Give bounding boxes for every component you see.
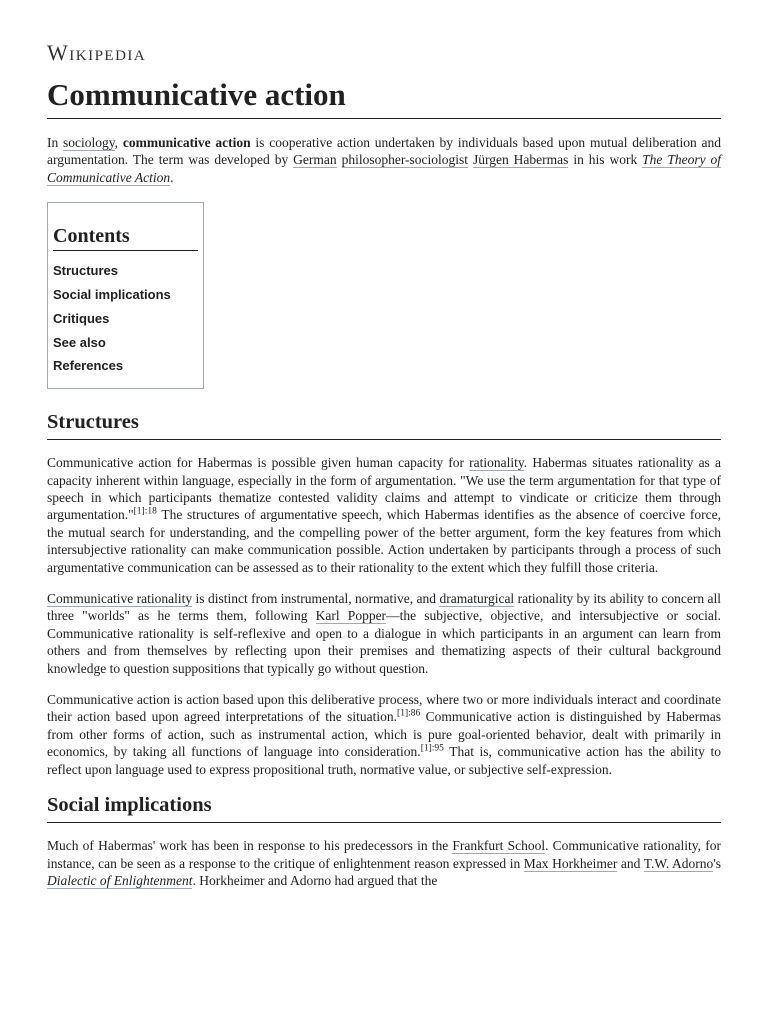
paragraph-text: is distinct from instrumental, normative, and: [192, 591, 440, 607]
paragraph-text: That is, communicative action has the ability to reflect upon language used to express propositional truth, normative value, or subjective self-expression.: [47, 744, 721, 777]
link-dialectic-of-enlightenment[interactable]: [47, 873, 192, 889]
link-rationality[interactable]: rationality: [469, 455, 524, 471]
work-title: Dialectic of Enlightenment: [47, 872, 193, 888]
article-page: [47, 38, 721, 903]
lead-text: [337, 152, 342, 167]
toc-item-see-also[interactable]: See also: [53, 334, 106, 350]
link-dramaturgical[interactable]: dramaturgical: [439, 591, 515, 607]
lead-bold-term: communicative action: [122, 135, 251, 150]
link-philosopher-sociologist[interactable]: philosopher-sociologist: [341, 152, 469, 168]
paragraph-text: Communicative action for Habermas is possible given human capacity for: [47, 455, 470, 471]
link-max-horkheimer[interactable]: Max Horkheimer: [523, 855, 618, 871]
toc-item-social-implications[interactable]: Social implications: [53, 287, 171, 303]
lead-text: In: [47, 135, 64, 150]
lead-text: ,: [114, 135, 123, 150]
wikipedia-wordmark[interactable]: Wikipedia: [47, 40, 147, 65]
link-sociology[interactable]: sociology: [63, 135, 115, 150]
lead-text: .: [170, 169, 174, 185]
paragraph-text: Communicative action is distinguished by Habermas from other forms of action, such as instrumental action, which is pure goal-oriented behavior, dealt with primarily in economics, by taking all functions of language into consideration.: [47, 709, 721, 760]
link-frankfurt-school[interactable]: Frankfurt School: [452, 838, 546, 854]
paragraph-text: The structures of argumentative speech, which Habermas identifies as the absence of coercive force, the mutual search for understanding, and the compelling power of the better argument, form the key features from which intersubjective rationality can make communication possible. Action undertaken by participants through a process of such argumentative communication can be assessed as to their rationality to the extent which they fulfill those criteria.: [47, 507, 721, 575]
link-communicative-rationality[interactable]: Communicative rationality: [47, 591, 193, 607]
structures-paragraph-3: [47, 691, 721, 778]
page-title: Communicative action: [47, 76, 721, 119]
structures-paragraph-2: [47, 590, 721, 677]
citation-ref[interactable]: [1]:18: [133, 506, 157, 517]
link-german[interactable]: German: [293, 152, 337, 168]
table-of-contents: [47, 202, 204, 389]
toc-item-structures[interactable]: Structures: [53, 263, 119, 279]
section-heading-social-implications: Social implications: [47, 792, 721, 823]
work-title: The Theory of Communicative Action: [47, 152, 722, 185]
toc-list: [53, 259, 198, 378]
link-karl-popper[interactable]: Karl Popper: [315, 608, 387, 624]
paragraph-text: 's: [713, 855, 721, 871]
paragraph-text: Communicative action is action based upon this deliberative process, where two or more individuals interact and coordinate their action based upon agreed interpretations of the situation.: [47, 692, 721, 725]
paragraph-text: . Horkheimer and Adorno had argued that the: [192, 872, 438, 888]
paragraph-text: . Habermas situates rationality as a capacity inherent within language, especially in the form of argumentation. "We use the term argumentation for that type of speech in which participants thematize contested validity claims and attempt to vindicate or criticize them through argumentation.": [47, 455, 721, 523]
link-jurgen-habermas[interactable]: Jürgen Habermas: [473, 152, 569, 168]
paragraph-text: rationality by its ability to concern all three "worlds" as he terms them, following: [47, 591, 722, 624]
section-heading-structures: Structures: [47, 409, 721, 440]
toc-item-critiques[interactable]: Critiques: [53, 310, 110, 326]
paragraph-text: Much of Habermas' work has been in response to his predecessors in the: [47, 838, 453, 854]
citation-ref[interactable]: [1]:95: [420, 743, 444, 754]
lead-text: is cooperative action undertaken by individuals based upon mutual deliberation and argumentation. The term was developed by: [47, 135, 722, 168]
paragraph-text: . Communicative rationality, for instance, can be seen as a response to the critique of enlightenment reason expressed in: [47, 838, 721, 871]
citation-ref[interactable]: [1]:86: [397, 708, 421, 719]
structures-paragraph-1: [47, 454, 721, 576]
toc-item-references[interactable]: References: [53, 358, 124, 374]
lead-paragraph: [47, 134, 721, 186]
paragraph-text: —the subjective, objective, and intersubjective or social. Communicative rationality is self-reflexive and open to a dialogue in which participants in an argument can learn from others and from themselves by reflecting upon their premises and thematizing aspects of their cultural background knowledge to question suppositions that typically go without question.: [47, 608, 721, 676]
link-tw-adorno[interactable]: T.W. Adorno: [643, 855, 714, 871]
toc-title: Contents: [53, 225, 198, 251]
social-paragraph-1: [47, 837, 721, 889]
lead-text: in his work: [568, 152, 643, 168]
paragraph-text: and: [617, 855, 644, 871]
